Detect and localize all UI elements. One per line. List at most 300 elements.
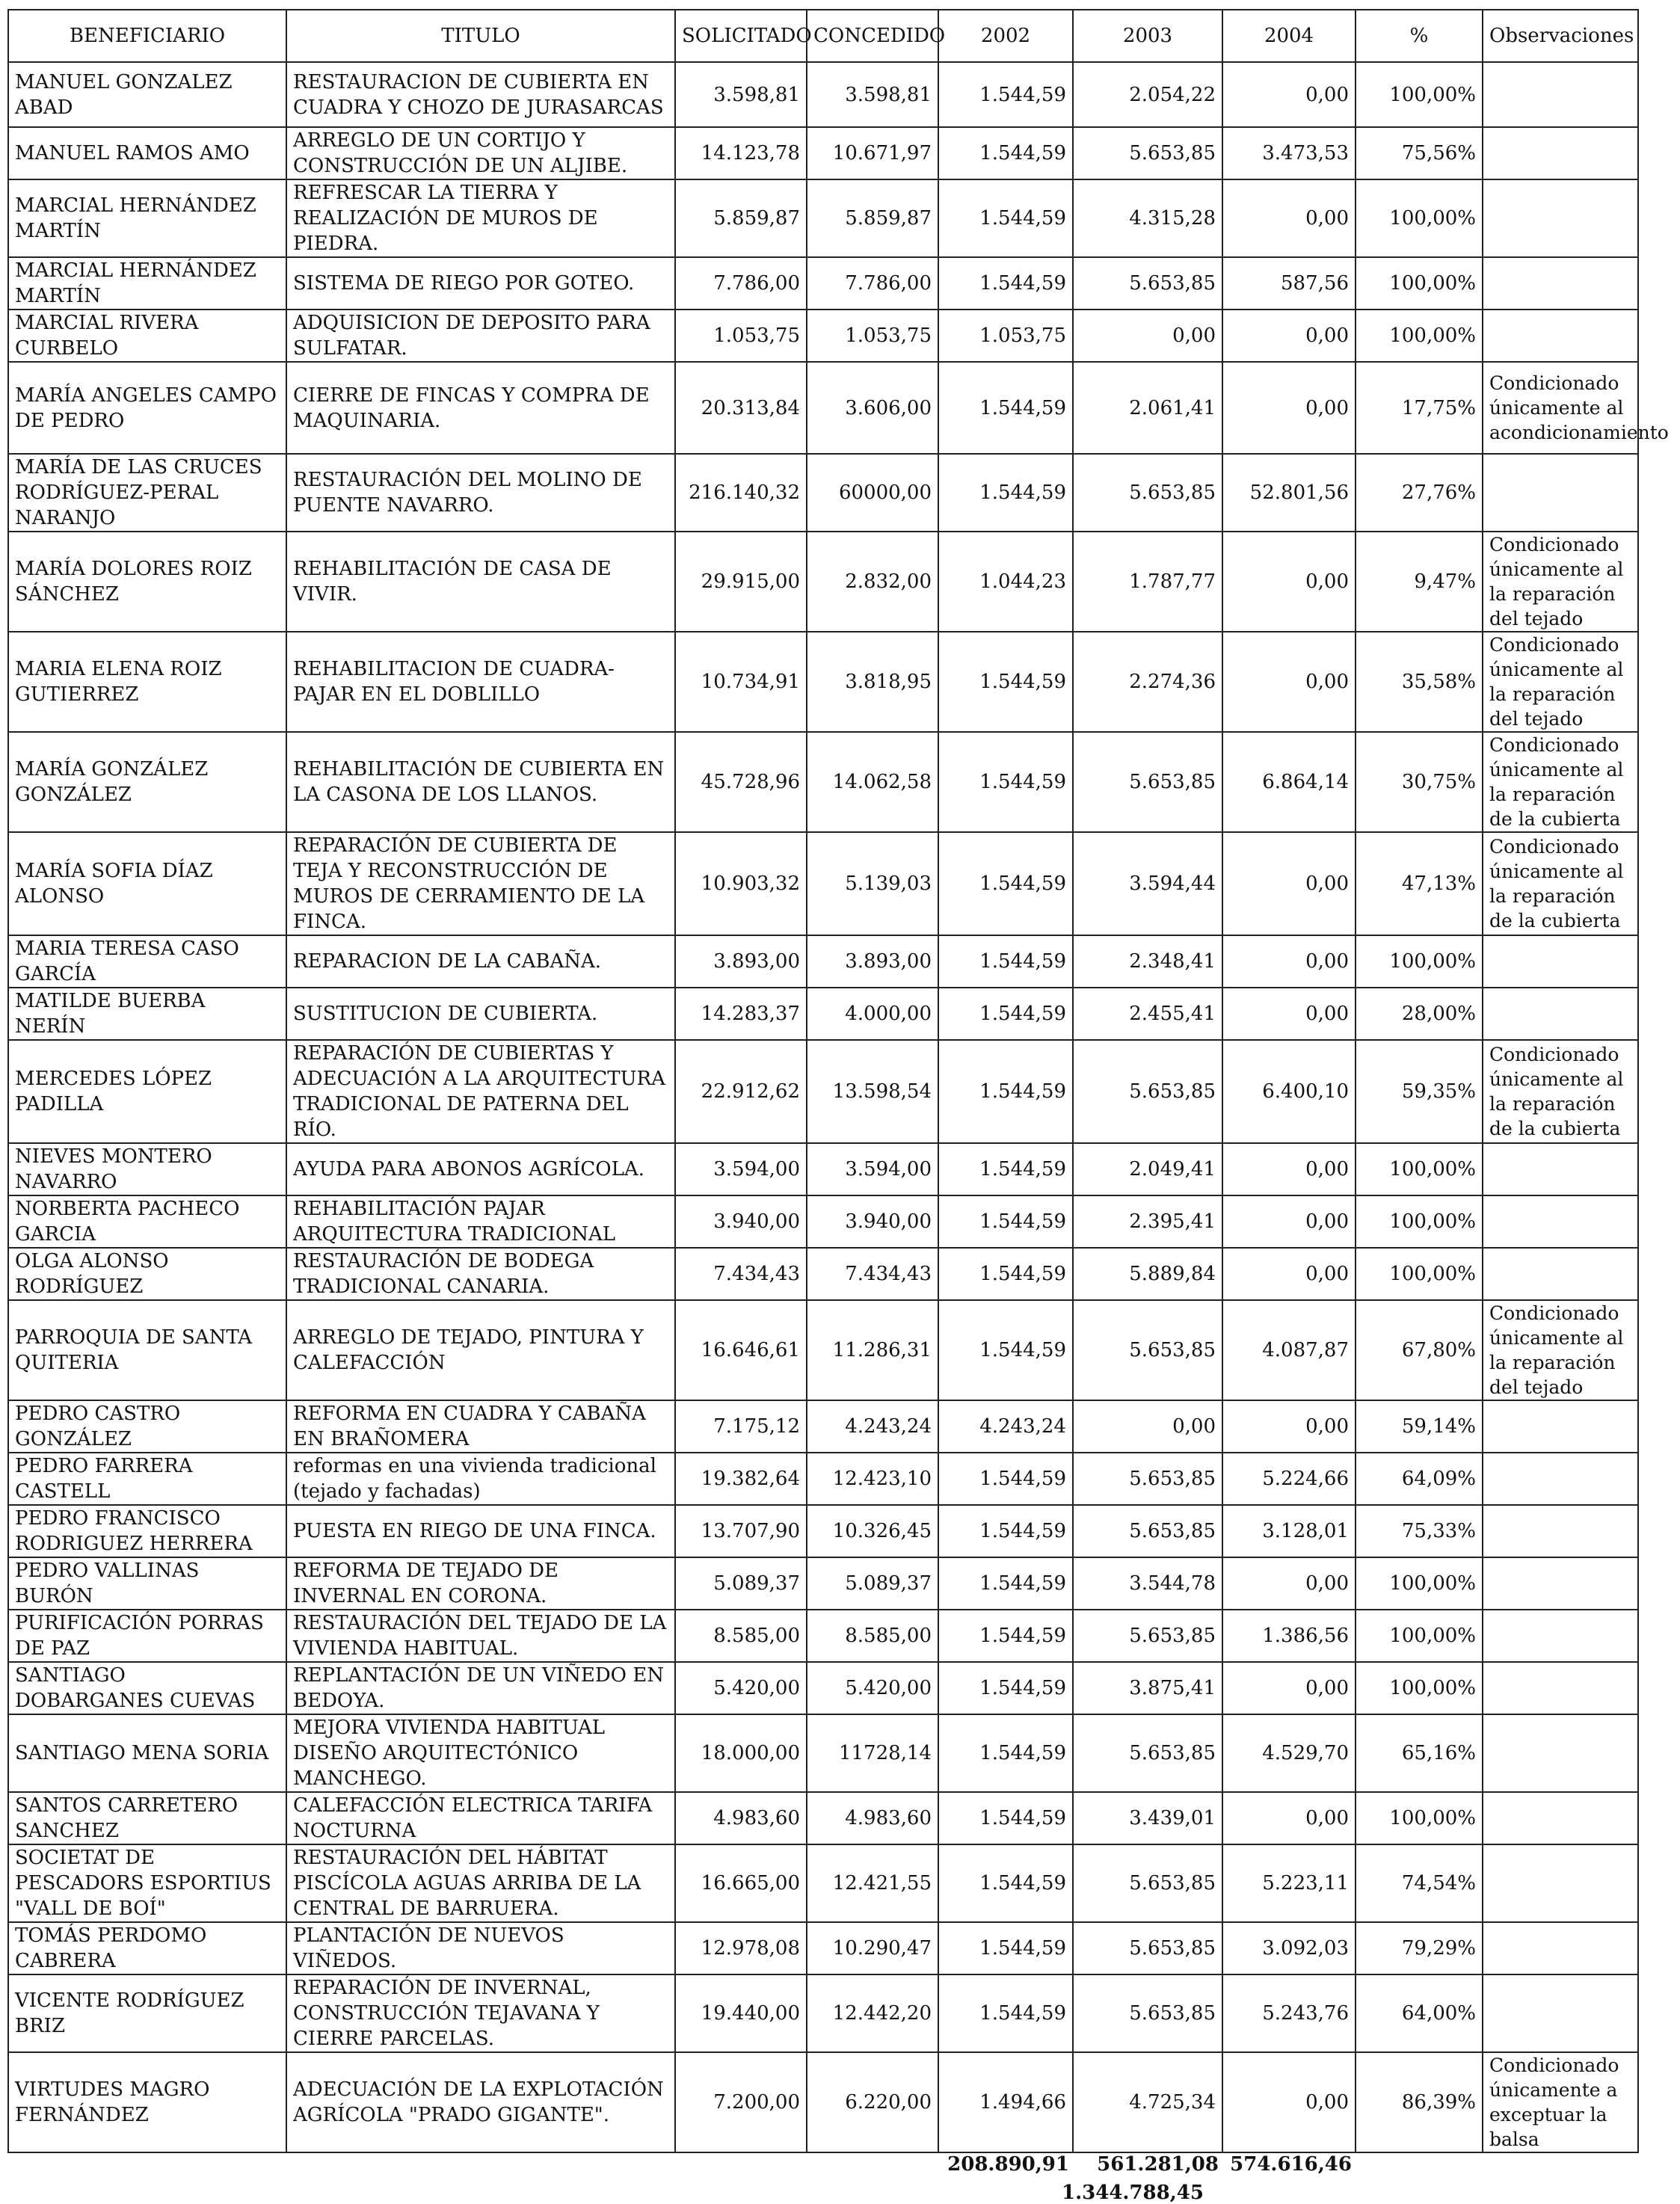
cell-observaciones [1483,127,1638,179]
table-row [8,362,1638,454]
cell-titulo: RESTAURACIÓN DEL TEJADO DE LA VIVIENDA HABITUAL. [286,1610,675,1662]
cell-beneficiario: SANTIAGO MENA SORIA [8,1714,286,1792]
cell-percent: 28,00% [1356,988,1483,1040]
cell-beneficiario: OLGA ALONSO RODRÍGUEZ [8,1248,286,1300]
cell-2004: 0,00 [1222,1557,1356,1610]
cell-titulo: REFORMA DE TEJADO DE INVERNAL EN CORONA. [286,1557,675,1610]
cell-concedido: 2.832,00 [807,532,938,632]
cell-2003: 5.653,85 [1073,1922,1222,1974]
cell-concedido: 11728,14 [807,1714,938,1792]
cell-concedido: 13.598,54 [807,1040,938,1143]
cell-beneficiario: MARÍA SOFIA DÍAZ ALONSO [8,832,286,935]
cell-concedido: 5.139,03 [807,832,938,935]
cell-concedido: 8.585,00 [807,1610,938,1662]
cell-2004: 5.243,76 [1222,1974,1356,2052]
cell-observaciones: Condicionado únicamente al la reparación del tejado [1483,532,1638,632]
cell-concedido: 4.243,24 [807,1400,938,1453]
cell-percent: 79,29% [1356,1922,1483,1974]
cell-percent: 100,00% [1356,1248,1483,1300]
cell-2002: 1.544,59 [938,1248,1073,1300]
cell-concedido: 14.062,58 [807,732,938,832]
cell-percent: 100,00% [1356,1662,1483,1714]
cell-observaciones: Condicionado únicamente al acondicionamiento [1483,362,1638,454]
table-row [8,1922,1638,1974]
cell-2002: 1.494,66 [938,2052,1073,2152]
cell-observaciones [1483,257,1638,310]
cell-solicitado: 7.434,43 [675,1248,807,1300]
table-row [8,832,1638,935]
cell-beneficiario: PEDRO FRANCISCO RODRIGUEZ HERRERA [8,1505,286,1557]
cell-observaciones [1483,62,1638,127]
cell-2004: 4.087,87 [1222,1300,1356,1400]
cell-titulo: RESTAURACION DE CUBIERTA EN CUADRA Y CHOZO DE JURASARCAS [286,62,675,127]
cell-2004: 0,00 [1222,1792,1356,1844]
cell-percent: 9,47% [1356,532,1483,632]
cell-2004: 6.864,14 [1222,732,1356,832]
cell-2003: 5.889,84 [1073,1248,1222,1300]
cell-beneficiario: NORBERTA PACHECO GARCIA [8,1195,286,1248]
cell-beneficiario: MATILDE BUERBA NERÍN [8,988,286,1040]
cell-2004: 3.473,53 [1222,127,1356,179]
cell-observaciones [1483,310,1638,362]
cell-2002: 1.544,59 [938,1040,1073,1143]
header-observaciones: Observaciones [1483,10,1638,62]
cell-2002: 1.544,59 [938,1844,1073,1922]
table-row [8,1610,1638,1662]
cell-observaciones [1483,1143,1638,1195]
cell-observaciones [1483,179,1638,257]
cell-2003: 5.653,85 [1073,1040,1222,1143]
cell-percent: 100,00% [1356,1557,1483,1610]
cell-percent: 35,58% [1356,632,1483,732]
cell-2004: 0,00 [1222,2052,1356,2152]
cell-2003: 0,00 [1073,1400,1222,1453]
cell-concedido: 1.053,75 [807,310,938,362]
cell-2004: 0,00 [1222,935,1356,988]
cell-titulo: REPARACIÓN DE CUBIERTAS Y ADECUACIÓN A LA ARQUITECTURA TRADICIONAL DE PATERNA DEL RÍO. [286,1040,675,1143]
document [7,9,1669,2153]
cell-beneficiario: PARROQUIA DE SANTA QUITERIA [8,1300,286,1400]
cell-concedido: 11.286,31 [807,1300,938,1400]
cell-percent: 100,00% [1356,1610,1483,1662]
cell-observaciones [1483,1400,1638,1453]
cell-beneficiario: NIEVES MONTERO NAVARRO [8,1143,286,1195]
cell-titulo: ADQUISICION DE DEPOSITO PARA SULFATAR. [286,310,675,362]
cell-2003: 5.653,85 [1073,1453,1222,1505]
cell-observaciones: Condicionado únicamente al la reparación de la cubierta [1483,832,1638,935]
cell-2004: 4.529,70 [1222,1714,1356,1792]
cell-2002: 4.243,24 [938,1400,1073,1453]
cell-2002: 1.544,59 [938,1557,1073,1610]
cell-solicitado: 4.983,60 [675,1792,807,1844]
cell-2004: 0,00 [1222,310,1356,362]
cell-2003: 2.049,41 [1073,1143,1222,1195]
table-row [8,632,1638,732]
cell-solicitado: 22.912,62 [675,1040,807,1143]
cell-percent: 65,16% [1356,1714,1483,1792]
cell-percent: 100,00% [1356,1792,1483,1844]
table-row [8,2052,1638,2152]
cell-observaciones [1483,1195,1638,1248]
cell-2002: 1.544,59 [938,179,1073,257]
cell-titulo: REHABILITACIÓN DE CUBIERTA EN LA CASONA DE LOS LLANOS. [286,732,675,832]
cell-concedido: 3.594,00 [807,1143,938,1195]
cell-titulo: REFRESCAR LA TIERRA Y REALIZACIÓN DE MUROS DE PIEDRA. [286,179,675,257]
cell-beneficiario: MANUEL RAMOS AMO [8,127,286,179]
cell-2002: 1.544,59 [938,1505,1073,1557]
header-row [8,10,1638,62]
cell-2003: 5.653,85 [1073,257,1222,310]
cell-2002: 1.544,59 [938,1195,1073,1248]
cell-2002: 1.544,59 [938,832,1073,935]
cell-percent: 74,54% [1356,1844,1483,1922]
cell-observaciones [1483,1974,1638,2052]
table-body [8,62,1669,2152]
cell-2004: 0,00 [1222,1400,1356,1453]
cell-percent: 59,14% [1356,1400,1483,1453]
cell-2002: 1.544,59 [938,454,1073,532]
cell-2004: 5.224,66 [1222,1453,1356,1505]
cell-titulo: PLANTACIÓN DE NUEVOS VIÑEDOS. [286,1922,675,1974]
cell-concedido: 5.089,37 [807,1557,938,1610]
cell-titulo: RESTAURACIÓN DEL MOLINO DE PUENTE NAVARRO. [286,454,675,532]
cell-solicitado: 7.175,12 [675,1400,807,1453]
cell-beneficiario: MARCIAL RIVERA CURBELO [8,310,286,362]
header-2003: 2003 [1073,10,1222,62]
cell-observaciones [1483,1453,1638,1505]
cell-solicitado: 18.000,00 [675,1714,807,1792]
table-row [8,1248,1638,1300]
header-titulo: TITULO [286,10,675,62]
cell-2003: 5.653,85 [1073,1714,1222,1792]
table-row [8,179,1638,257]
cell-2002: 1.544,59 [938,632,1073,732]
cell-2004: 6.400,10 [1222,1040,1356,1143]
cell-solicitado: 7.200,00 [675,2052,807,2152]
cell-solicitado: 3.598,81 [675,62,807,127]
cell-observaciones [1483,1248,1638,1300]
cell-percent: 100,00% [1356,62,1483,127]
cell-titulo: REHABILITACIÓN DE CASA DE VIVIR. [286,532,675,632]
cell-observaciones: Condicionado únicamente a exceptuar la balsa [1483,2052,1638,2152]
total-2003: 561.281,08 [1097,2153,1219,2176]
cell-percent: 100,00% [1356,1195,1483,1248]
total-2004: 574.616,46 [1230,2153,1352,2176]
cell-percent: 100,00% [1356,310,1483,362]
cell-observaciones [1483,1714,1638,1792]
cell-titulo: RESTAURACIÓN DEL HÁBITAT PISCÍCOLA AGUAS ARRIBA DE LA CENTRAL DE BARRUERA. [286,1844,675,1922]
cell-observaciones: Condicionado únicamente al la reparación del tejado [1483,1300,1638,1400]
table-row [8,1143,1638,1195]
cell-beneficiario: SOCIETAT DE PESCADORS ESPORTIUS "VALL DE BOÍ" [8,1844,286,1922]
table-row [8,127,1638,179]
cell-concedido: 10.671,97 [807,127,938,179]
cell-concedido: 12.421,55 [807,1844,938,1922]
cell-solicitado: 216.140,32 [675,454,807,532]
cell-2002: 1.544,59 [938,1792,1073,1844]
cell-2004: 0,00 [1222,532,1356,632]
table-row [8,1400,1638,1453]
cell-2003: 3.544,78 [1073,1557,1222,1610]
table-row [8,732,1638,832]
cell-solicitado: 19.382,64 [675,1453,807,1505]
cell-beneficiario: VIRTUDES MAGRO FERNÁNDEZ [8,2052,286,2152]
cell-2003: 2.061,41 [1073,362,1222,454]
table-row [8,1505,1638,1557]
cell-concedido: 10.290,47 [807,1922,938,1974]
cell-2002: 1.544,59 [938,1974,1073,2052]
cell-solicitado: 5.089,37 [675,1557,807,1610]
cell-percent: 67,80% [1356,1300,1483,1400]
cell-2002: 1.544,59 [938,1922,1073,1974]
table-row [8,1040,1638,1143]
cell-2003: 2.348,41 [1073,935,1222,988]
cell-2003: 3.594,44 [1073,832,1222,935]
cell-beneficiario: MARCIAL HERNÁNDEZ MARTÍN [8,179,286,257]
cell-solicitado: 10.903,32 [675,832,807,935]
header-2004: 2004 [1222,10,1356,62]
header-solicitado: SOLICITADO [675,10,807,62]
cell-observaciones [1483,1662,1638,1714]
cell-beneficiario: SANTIAGO DOBARGANES CUEVAS [8,1662,286,1714]
cell-2003: 1.787,77 [1073,532,1222,632]
cell-2004: 3.128,01 [1222,1505,1356,1557]
cell-observaciones [1483,1557,1638,1610]
header-beneficiario: BENEFICIARIO [8,10,286,62]
cell-beneficiario: PEDRO VALLINAS BURÓN [8,1557,286,1610]
grand-total: 1.344.788,45 [1062,2182,1204,2204]
table-row [8,1195,1638,1248]
cell-beneficiario: SANTOS CARRETERO SANCHEZ [8,1792,286,1844]
header-2002: 2002 [938,10,1073,62]
cell-2002: 1.044,23 [938,532,1073,632]
cell-solicitado: 20.313,84 [675,362,807,454]
cell-2002: 1.053,75 [938,310,1073,362]
table-row [8,1844,1638,1922]
cell-2002: 1.544,59 [938,1453,1073,1505]
cell-concedido: 3.940,00 [807,1195,938,1248]
cell-solicitado: 5.420,00 [675,1662,807,1714]
cell-percent: 75,56% [1356,127,1483,179]
cell-2003: 5.653,85 [1073,1300,1222,1400]
cell-concedido: 6.220,00 [807,2052,938,2152]
cell-percent: 17,75% [1356,362,1483,454]
cell-2003: 5.653,85 [1073,1610,1222,1662]
cell-2004: 0,00 [1222,179,1356,257]
cell-beneficiario: PEDRO CASTRO GONZÁLEZ [8,1400,286,1453]
cell-solicitado: 16.665,00 [675,1844,807,1922]
totals-row [0,2153,1630,2183]
cell-beneficiario: PURIFICACIÓN PORRAS DE PAZ [8,1610,286,1662]
cell-solicitado: 14.123,78 [675,127,807,179]
cell-2004: 52.801,56 [1222,454,1356,532]
cell-percent: 64,09% [1356,1453,1483,1505]
cell-concedido: 3.818,95 [807,632,938,732]
cell-beneficiario: PEDRO FARRERA CASTELL [8,1453,286,1505]
cell-concedido: 4.000,00 [807,988,938,1040]
table-row [8,1714,1638,1792]
cell-concedido: 4.983,60 [807,1792,938,1844]
cell-solicitado: 1.053,75 [675,310,807,362]
table-row [8,454,1638,532]
cell-2004: 5.223,11 [1222,1844,1356,1922]
cell-2002: 1.544,59 [938,127,1073,179]
cell-concedido: 12.442,20 [807,1974,938,2052]
cell-solicitado: 8.585,00 [675,1610,807,1662]
cell-concedido: 3.606,00 [807,362,938,454]
cell-observaciones [1483,1505,1638,1557]
cell-percent: 59,35% [1356,1040,1483,1143]
cell-percent: 100,00% [1356,257,1483,310]
table-row [8,1557,1638,1610]
table-row [8,1300,1638,1400]
cell-titulo: REPLANTACIÓN DE UN VIÑEDO EN BEDOYA. [286,1662,675,1714]
cell-percent: 30,75% [1356,732,1483,832]
cell-2004: 0,00 [1222,1195,1356,1248]
cell-percent: 100,00% [1356,935,1483,988]
table-row [8,1792,1638,1844]
cell-observaciones [1483,988,1638,1040]
table-row [8,935,1638,988]
cell-2003: 5.653,85 [1073,127,1222,179]
cell-solicitado: 14.283,37 [675,988,807,1040]
cell-2003: 2.054,22 [1073,62,1222,127]
cell-solicitado: 3.893,00 [675,935,807,988]
cell-titulo: REPARACION DE LA CABAÑA. [286,935,675,988]
cell-titulo: CALEFACCIÓN ELECTRICA TARIFA NOCTURNA [286,1792,675,1844]
cell-2002: 1.544,59 [938,62,1073,127]
cell-2002: 1.544,59 [938,732,1073,832]
cell-concedido: 3.893,00 [807,935,938,988]
cell-titulo: REPARACIÓN DE INVERNAL, CONSTRUCCIÓN TEJAVANA Y CIERRE PARCELAS. [286,1974,675,2052]
cell-2003: 4.315,28 [1073,179,1222,257]
cell-2003: 5.653,85 [1073,732,1222,832]
cell-2002: 1.544,59 [938,257,1073,310]
cell-solicitado: 19.440,00 [675,1974,807,2052]
table-row [8,1662,1638,1714]
cell-2003: 4.725,34 [1073,2052,1222,2152]
cell-observaciones [1483,1922,1638,1974]
cell-2002: 1.544,59 [938,1714,1073,1792]
cell-titulo: reformas en una vivienda tradicional (tejado y fachadas) [286,1453,675,1505]
cell-2003: 2.395,41 [1073,1195,1222,1248]
cell-beneficiario: VICENTE RODRÍGUEZ BRIZ [8,1974,286,2052]
cell-2004: 3.092,03 [1222,1922,1356,1974]
cell-concedido: 10.326,45 [807,1505,938,1557]
cell-solicitado: 13.707,90 [675,1505,807,1557]
cell-2003: 2.455,41 [1073,988,1222,1040]
cell-beneficiario: MANUEL GONZALEZ ABAD [8,62,286,127]
cell-titulo: REHABILITACION DE CUADRA-PAJAR EN EL DOBLILLO [286,632,675,732]
table-row [8,62,1638,127]
cell-2003: 3.875,41 [1073,1662,1222,1714]
cell-beneficiario: MARIA ELENA ROIZ GUTIERREZ [8,632,286,732]
cell-observaciones: Condicionado únicamente al la reparación del tejado [1483,632,1638,732]
cell-beneficiario: MARIA TERESA CASO GARCÍA [8,935,286,988]
cell-2002: 1.544,59 [938,935,1073,988]
cell-percent: 100,00% [1356,179,1483,257]
cell-percent: 27,76% [1356,454,1483,532]
cell-titulo: AYUDA PARA ABONOS AGRÍCOLA. [286,1143,675,1195]
cell-percent: 75,33% [1356,1505,1483,1557]
cell-titulo: ADECUACIÓN DE LA EXPLOTACIÓN AGRÍCOLA "PRADO GIGANTE". [286,2052,675,2152]
cell-observaciones: Condicionado únicamente al la reparación de la cubierta [1483,1040,1638,1143]
cell-2002: 1.544,59 [938,1610,1073,1662]
table-row [8,310,1638,362]
cell-percent: 47,13% [1356,832,1483,935]
cell-titulo: REHABILITACIÓN PAJAR ARQUITECTURA TRADICIONAL [286,1195,675,1248]
cell-2002: 1.544,59 [938,1300,1073,1400]
cell-solicitado: 3.594,00 [675,1143,807,1195]
cell-concedido: 7.434,43 [807,1248,938,1300]
cell-2002: 1.544,59 [938,362,1073,454]
cell-concedido: 5.859,87 [807,179,938,257]
cell-2003: 5.653,85 [1073,454,1222,532]
cell-beneficiario: MARÍA DE LAS CRUCES RODRÍGUEZ-PERAL NARANJO [8,454,286,532]
cell-solicitado: 3.940,00 [675,1195,807,1248]
cell-concedido: 60000,00 [807,454,938,532]
cell-beneficiario: MARÍA ANGELES CAMPO DE PEDRO [8,362,286,454]
cell-titulo: REPARACIÓN DE CUBIERTA DE TEJA Y RECONSTRUCCIÓN DE MUROS DE CERRAMIENTO DE LA FINCA. [286,832,675,935]
cell-2003: 5.653,85 [1073,1505,1222,1557]
cell-2004: 0,00 [1222,1143,1356,1195]
cell-observaciones [1483,1610,1638,1662]
cell-solicitado: 29.915,00 [675,532,807,632]
cell-percent: 100,00% [1356,1143,1483,1195]
cell-observaciones: Condicionado únicamente al la reparación de la cubierta [1483,732,1638,832]
cell-observaciones [1483,1792,1638,1844]
cell-concedido: 12.423,10 [807,1453,938,1505]
cell-concedido: 3.598,81 [807,62,938,127]
cell-2004: 587,56 [1222,257,1356,310]
cell-beneficiario: MARCIAL HERNÁNDEZ MARTÍN [8,257,286,310]
cell-titulo: SISTEMA DE RIEGO POR GOTEO. [286,257,675,310]
cell-titulo: SUSTITUCION DE CUBIERTA. [286,988,675,1040]
cell-2004: 0,00 [1222,988,1356,1040]
table-row [8,532,1638,632]
cell-2004: 0,00 [1222,362,1356,454]
cell-titulo: REFORMA EN CUADRA Y CABAÑA EN BRAÑOMERA [286,1400,675,1453]
cell-beneficiario: MARÍA GONZÁLEZ GONZÁLEZ [8,732,286,832]
header-concedido: CONCEDIDO [807,10,938,62]
grants-table [7,9,1669,2153]
cell-titulo: RESTAURACIÓN DE BODEGA TRADICIONAL CANARIA. [286,1248,675,1300]
cell-2004: 0,00 [1222,832,1356,935]
cell-2004: 0,00 [1222,1662,1356,1714]
table-row [8,988,1638,1040]
cell-2002: 1.544,59 [938,988,1073,1040]
cell-2004: 0,00 [1222,632,1356,732]
cell-2004: 0,00 [1222,62,1356,127]
cell-2004: 0,00 [1222,1248,1356,1300]
cell-2002: 1.544,59 [938,1143,1073,1195]
cell-concedido: 7.786,00 [807,257,938,310]
cell-beneficiario: MERCEDES LÓPEZ PADILLA [8,1040,286,1143]
cell-titulo: ARREGLO DE UN CORTIJO Y CONSTRUCCIÓN DE UN ALJIBE. [286,127,675,179]
cell-solicitado: 5.859,87 [675,179,807,257]
cell-percent: 64,00% [1356,1974,1483,2052]
cell-titulo: MEJORA VIVIENDA HABITUAL DISEÑO ARQUITECTÓNICO MANCHEGO. [286,1714,675,1792]
cell-2003: 2.274,36 [1073,632,1222,732]
cell-titulo: CIERRE DE FINCAS Y COMPRA DE MAQUINARIA. [286,362,675,454]
cell-2003: 5.653,85 [1073,1974,1222,2052]
total-2002: 208.890,91 [947,2153,1069,2176]
table-row [8,257,1638,310]
cell-observaciones [1483,454,1638,532]
cell-beneficiario: MARÍA DOLORES ROIZ SÁNCHEZ [8,532,286,632]
cell-titulo: PUESTA EN RIEGO DE UNA FINCA. [286,1505,675,1557]
table-row [8,1453,1638,1505]
